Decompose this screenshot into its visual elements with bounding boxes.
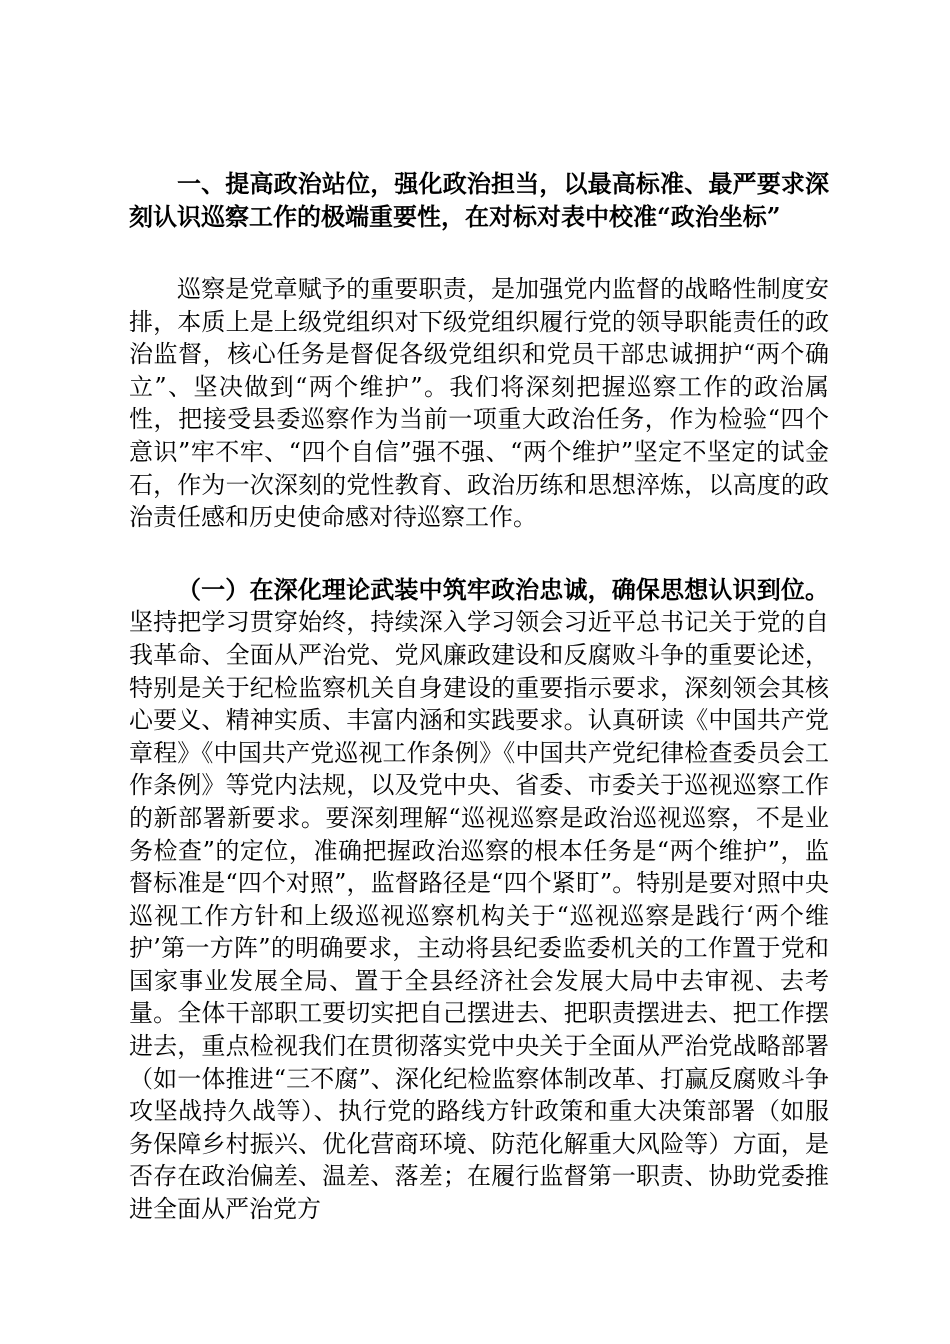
paragraph-1: 巡察是党章赋予的重要职责，是加强党内监督的战略性制度安排，本质上是上级党组织对下级党组织履行党的领导职能责任的政治监督，核心任务是督促各级党组织和党员干部忠诚拥护“两个确立”、坚决做到“两个维护”。我们将深刻把握巡察工作的政治属性，把接受县委巡察作为当前一项重大政治任务，作为检验“四个意识”牢不牢、“四个自信”强不强、“两个维护”坚定不坚定的试金石，作为一次深刻的党性教育、政治历练和思想淬炼，以高度的政治责任感和历史使命感对待巡察工作。 (129, 275, 829, 532)
paragraph-2 (129, 574, 829, 1226)
paragraph-2-lead: （一）在深化理论武装中筑牢政治忠诚，确保思想认识到位。 (177, 574, 829, 604)
document-body (129, 167, 829, 1226)
section-heading: 一、提高政治站位，强化政治担当，以最高标准、最严要求深刻认识巡察工作的极端重要性，在对标对表中校准“政治坐标” (129, 169, 829, 231)
paragraph-2-body: 坚持把学习贯穿始终，持续深入学习领会习近平总书记关于党的自我革命、全面从严治党、党风廉政建设和反腐败斗争的重要论述，特别是关于纪检监察机关自身建设的重要指示要求，深刻领会其核心要义、精神实质、丰富内涵和实践要求。认真研读《中国共产党章程》《中国共产党巡视工作条例》《中国共产党纪律检查委员会工作条例》等党内法规，以及党中央、省委、市委关于巡视巡察工作的新部署新要求。要深刻理解“巡视巡察是政治巡视巡察，不是业务检查”的定位，准确把握政治巡察的根本任务是“两个维护”，监督标准是“四个对照”，监督路径是“四个紧盯”。特别是要对照中央巡视工作方针和上级巡视巡察机构关于“巡视巡察是践行‘两个维护’第一方阵”的明确要求，主动将县纪委监委机关的工作置于党和国家事业发展全局、置于全县经济社会发展大局中去审视、去考量。全体干部职工要切实把自己摆进去、把职责摆进去、把工作摆进去，重点检视我们在贯彻落实党中央关于全面从严治党战略部署（如一体推进“三不腐”、深化纪检监察体制改革、打赢反腐败斗争攻坚战持久战等）、执行党的路线方针政策和重大决策部署（如服务保障乡村振兴、优化营商环境、防范化解重大风险等）方面，是否存在政治偏差、温差、落差；在履行监督第一职责、协助党委推进全面从严治党方 (129, 608, 829, 1224)
